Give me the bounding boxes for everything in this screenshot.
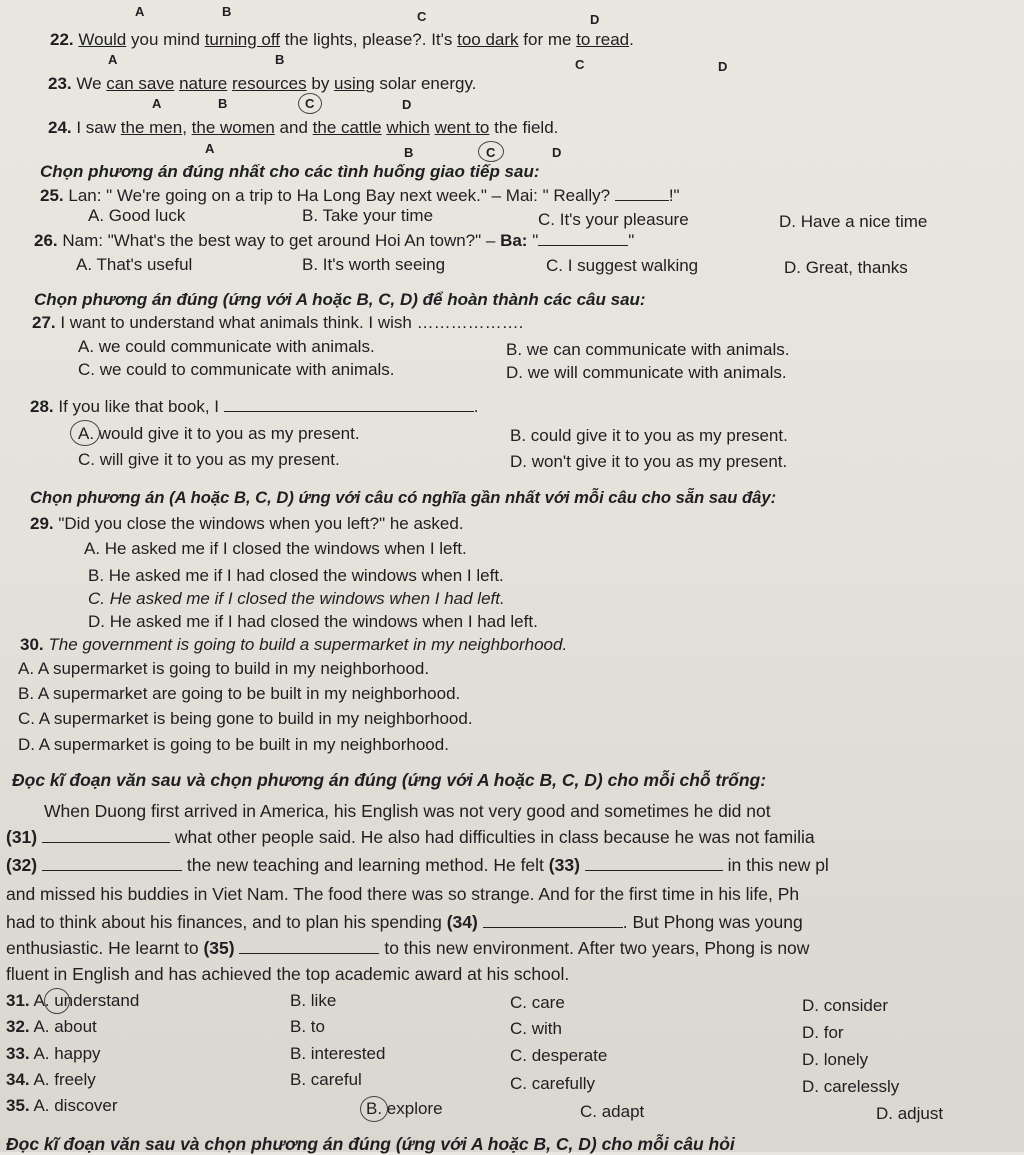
blank-number: (35) [203, 938, 235, 958]
answer-33-option-d: D. lonely [802, 1050, 869, 1069]
text: and [274, 118, 313, 137]
text: for me [518, 30, 577, 49]
section-heading-completion: Chọn phương án đúng (ứng với A hoặc B, C, D) để hoàn thành các câu sau: [34, 290, 646, 309]
q24-label-d: D [552, 145, 562, 160]
underlined-d: went to [434, 118, 490, 137]
answer-35-option-b: B. explore [366, 1099, 443, 1118]
text: you mind [126, 30, 205, 49]
section-heading-next: Đọc kĩ đoạn văn sau và chọn phương án đúng (ứng với A hoặc B, C, D) cho mỗi câu hỏi [6, 1134, 735, 1154]
q29-option-a: A. He asked me if I closed the windows when I left. [84, 539, 467, 558]
text: I saw [71, 118, 121, 137]
underlined-d: to read [576, 30, 630, 49]
underlined-d: using [334, 74, 375, 93]
answer-32-option-b: B. to [290, 1017, 325, 1036]
question-number: 22. [50, 30, 74, 49]
passage-blank [483, 927, 623, 928]
answer-33-option-b: B. interested [290, 1044, 386, 1063]
q26-option-c: C. I suggest walking [546, 256, 699, 275]
answer-34-option-d: D. carelessly [802, 1077, 900, 1096]
answer-option-a: A. discover [33, 1096, 118, 1115]
underlined-c: too dark [457, 30, 519, 49]
q27-option-c: C. we could to communicate with animals. [78, 360, 395, 379]
q23-label-d: D [402, 97, 412, 112]
passage-line-7: fluent in English and has achieved the top academic award at his school. [6, 964, 570, 984]
q23-label-c: C [305, 96, 315, 111]
question-24 [48, 118, 558, 138]
answer-34-option-c: C. carefully [510, 1074, 596, 1093]
text: the new teaching and learning method. He felt [186, 855, 549, 875]
question-number: 24. [48, 118, 72, 137]
answer-option-a: A. freely [33, 1070, 96, 1089]
q28-option-b: B. could give it to you as my present. [510, 426, 788, 445]
passage-line-5 [6, 912, 803, 933]
answer-35-option-c: C. adapt [580, 1102, 645, 1121]
q28-option-c: C. will give it to you as my present. [78, 450, 340, 469]
text: , [182, 118, 192, 137]
q28-option-d: D. won't give it to you as my present. [510, 452, 788, 471]
q27-option-d: D. we will communicate with animals. [506, 363, 787, 382]
blank-number: (34) [446, 912, 478, 932]
q23-label-a: A [152, 96, 162, 111]
answer-31-option-c: C. care [510, 993, 565, 1012]
answer-blank [538, 245, 628, 246]
q22-label-c: C [575, 57, 585, 72]
text: in this new pl [727, 855, 829, 875]
text: "Did you close the windows when you left?" he asked. [53, 514, 464, 533]
answer-number: 33. [6, 1044, 30, 1063]
underlined-c: the cattle [312, 118, 382, 137]
answer-dots: ………………. [416, 313, 524, 332]
q22-label-d: D [718, 59, 728, 74]
section-heading-communication: Chọn phương án đúng nhất cho các tình huống giao tiếp sau: [40, 162, 540, 181]
underlined-c: resources [232, 74, 307, 93]
question-number: 30. [20, 635, 44, 654]
answer-34-option-b: B. careful [290, 1070, 362, 1089]
answer-option-a: A. about [33, 1017, 97, 1036]
q27-option-a: A. we could communicate with animals. [78, 337, 375, 356]
question-number: 25. [40, 186, 64, 205]
answer-row-33 [6, 1044, 101, 1064]
passage-line-2 [6, 827, 815, 848]
underlined-a: Would [78, 30, 127, 49]
question-number: 28. [30, 397, 54, 416]
answer-number: 34. [6, 1070, 30, 1089]
question-number: 27. [32, 313, 56, 332]
top-label-d: D [590, 12, 600, 27]
answer-31-option-b: B. like [290, 991, 337, 1010]
passage-blank [42, 842, 170, 843]
blank-number: (32) [6, 855, 38, 875]
blank-number: (31) [6, 827, 38, 847]
passage-line-1: When Duong first arrived in America, his English was not very good and sometimes he did not [44, 801, 771, 821]
q26-option-b: B. It's worth seeing [302, 255, 446, 274]
passage-blank [42, 870, 182, 871]
q28-option-a: A. would give it to you as my present. [78, 424, 360, 443]
passage-line-3 [6, 855, 829, 876]
q25-option-d: D. Have a nice time [779, 212, 928, 231]
question-number: 26. [34, 231, 58, 250]
text: " [628, 231, 635, 250]
answer-blank [615, 200, 669, 201]
speaker: Ba: [500, 231, 528, 250]
answer-number: 31. [6, 991, 30, 1010]
text: solar energy. [374, 74, 477, 93]
question-number: 29. [30, 514, 54, 533]
question-23 [48, 74, 476, 94]
q24-label-c: C [486, 145, 496, 160]
answer-35-option-d: D. adjust [876, 1104, 944, 1123]
hand-drawn-circle [298, 93, 322, 114]
text: . [473, 397, 479, 416]
underlined-a: can save [106, 74, 175, 93]
question-number: 23. [48, 74, 72, 93]
text: . But Phong was young [622, 912, 803, 932]
text: to this new environment. After two years, Phong is now [384, 938, 810, 958]
text: !" [668, 186, 680, 205]
passage-blank [585, 870, 723, 871]
q27-option-b: B. we can communicate with animals. [506, 340, 790, 359]
text: The government is going to build a supermarket in my neighborhood. [43, 635, 568, 654]
top-label-a: A [135, 4, 145, 19]
answer-row-34 [6, 1070, 96, 1090]
answer-number: 32. [6, 1017, 30, 1036]
q26-option-d: D. Great, thanks [784, 258, 908, 277]
underlined-b: turning off [204, 30, 280, 49]
q29-option-b: B. He asked me if I had closed the windows when I left. [88, 566, 504, 585]
q22-label-a: A [108, 52, 118, 67]
question-27 [32, 313, 523, 333]
text: the lights, please?. It's [280, 30, 458, 49]
passage-blank [239, 953, 379, 954]
answer-blank [224, 411, 474, 412]
text: the field. [489, 118, 559, 137]
question-26 [34, 231, 634, 251]
q30-option-b: B. A supermarket are going to be built in my neighborhood. [18, 684, 461, 703]
q25-option-c: C. It's your pleasure [538, 210, 689, 229]
question-25 [40, 186, 680, 206]
answer-option-a: A. happy [33, 1044, 101, 1063]
answer-row-35 [6, 1096, 118, 1116]
q24-label-b: B [404, 145, 414, 160]
answer-number: 35. [6, 1096, 30, 1115]
underlined-c2: which [386, 118, 430, 137]
answer-32-option-d: D. for [802, 1023, 844, 1042]
question-22 [50, 30, 634, 50]
q24-label-a: A [205, 141, 215, 156]
text: what other people said. He also had difficulties in class because he was not familia [174, 827, 815, 847]
underlined-b: nature [179, 74, 228, 93]
text: I want to understand what animals think. I wish [55, 313, 417, 332]
q30-option-d: D. A supermarket is going to be built in my neighborhood. [18, 735, 449, 754]
hand-drawn-circle [478, 141, 504, 162]
top-label-c: C [417, 9, 427, 24]
q29-option-d: D. He asked me if I had closed the windows when I had left. [88, 612, 538, 631]
question-28 [30, 397, 478, 417]
text: Nam: "What's the best way to get around Hoi An town?" – [57, 231, 501, 250]
text: If you like that book, I [53, 397, 224, 416]
hand-drawn-circle [360, 1096, 388, 1122]
q26-option-a: A. That's useful [76, 255, 193, 274]
answer-33-option-c: C. desperate [510, 1046, 608, 1065]
blank-number: (33) [548, 855, 580, 875]
passage-line-6 [6, 938, 809, 959]
text: . [629, 30, 634, 49]
q25-option-a: A. Good luck [88, 206, 186, 225]
passage-line-4: and missed his buddies in Viet Nam. The food there was so strange. And for the first time in his life, Ph [6, 884, 800, 904]
text: " [527, 231, 539, 250]
text: had to think about his finances, and to plan his spending [6, 912, 447, 932]
q30-option-a: A. A supermarket is going to build in my neighborhood. [18, 659, 430, 678]
answer-31-option-d: D. consider [802, 996, 888, 1015]
question-29 [30, 514, 464, 534]
underlined-a: the men [120, 118, 183, 137]
q23-label-b: B [218, 96, 228, 111]
text: by [306, 74, 335, 93]
section-heading-reading: Đọc kĩ đoạn văn sau và chọn phương án đúng (ứng với A hoặc B, C, D) cho mỗi chỗ trống: [12, 770, 767, 790]
q30-option-c: C. A supermarket is being gone to build in my neighborhood. [18, 709, 473, 728]
answer-row-32 [6, 1017, 97, 1037]
question-30 [20, 635, 567, 655]
hand-drawn-circle [44, 988, 70, 1014]
text: We [71, 74, 107, 93]
underlined-b: the women [191, 118, 275, 137]
q22-label-b: B [275, 52, 285, 67]
text: enthusiastic. He learnt to [6, 938, 204, 958]
answer-32-option-c: C. with [510, 1019, 562, 1038]
q25-option-b: B. Take your time [302, 206, 434, 225]
top-label-b: B [222, 4, 232, 19]
answer-row-31 [6, 991, 139, 1011]
text: Lan: " We're going on a trip to Ha Long Bay next week." – Mai: " Really? [63, 186, 615, 205]
q29-option-c: C. He asked me if I closed the windows when I had left. [88, 589, 505, 608]
hand-drawn-circle [70, 420, 100, 446]
answer-option-a: A. understand [33, 991, 140, 1010]
section-heading-rewriting: Chọn phương án (A hoặc B, C, D) ứng với câu có nghĩa gần nhất với mỗi câu cho sẵn sau đây: [30, 488, 777, 507]
